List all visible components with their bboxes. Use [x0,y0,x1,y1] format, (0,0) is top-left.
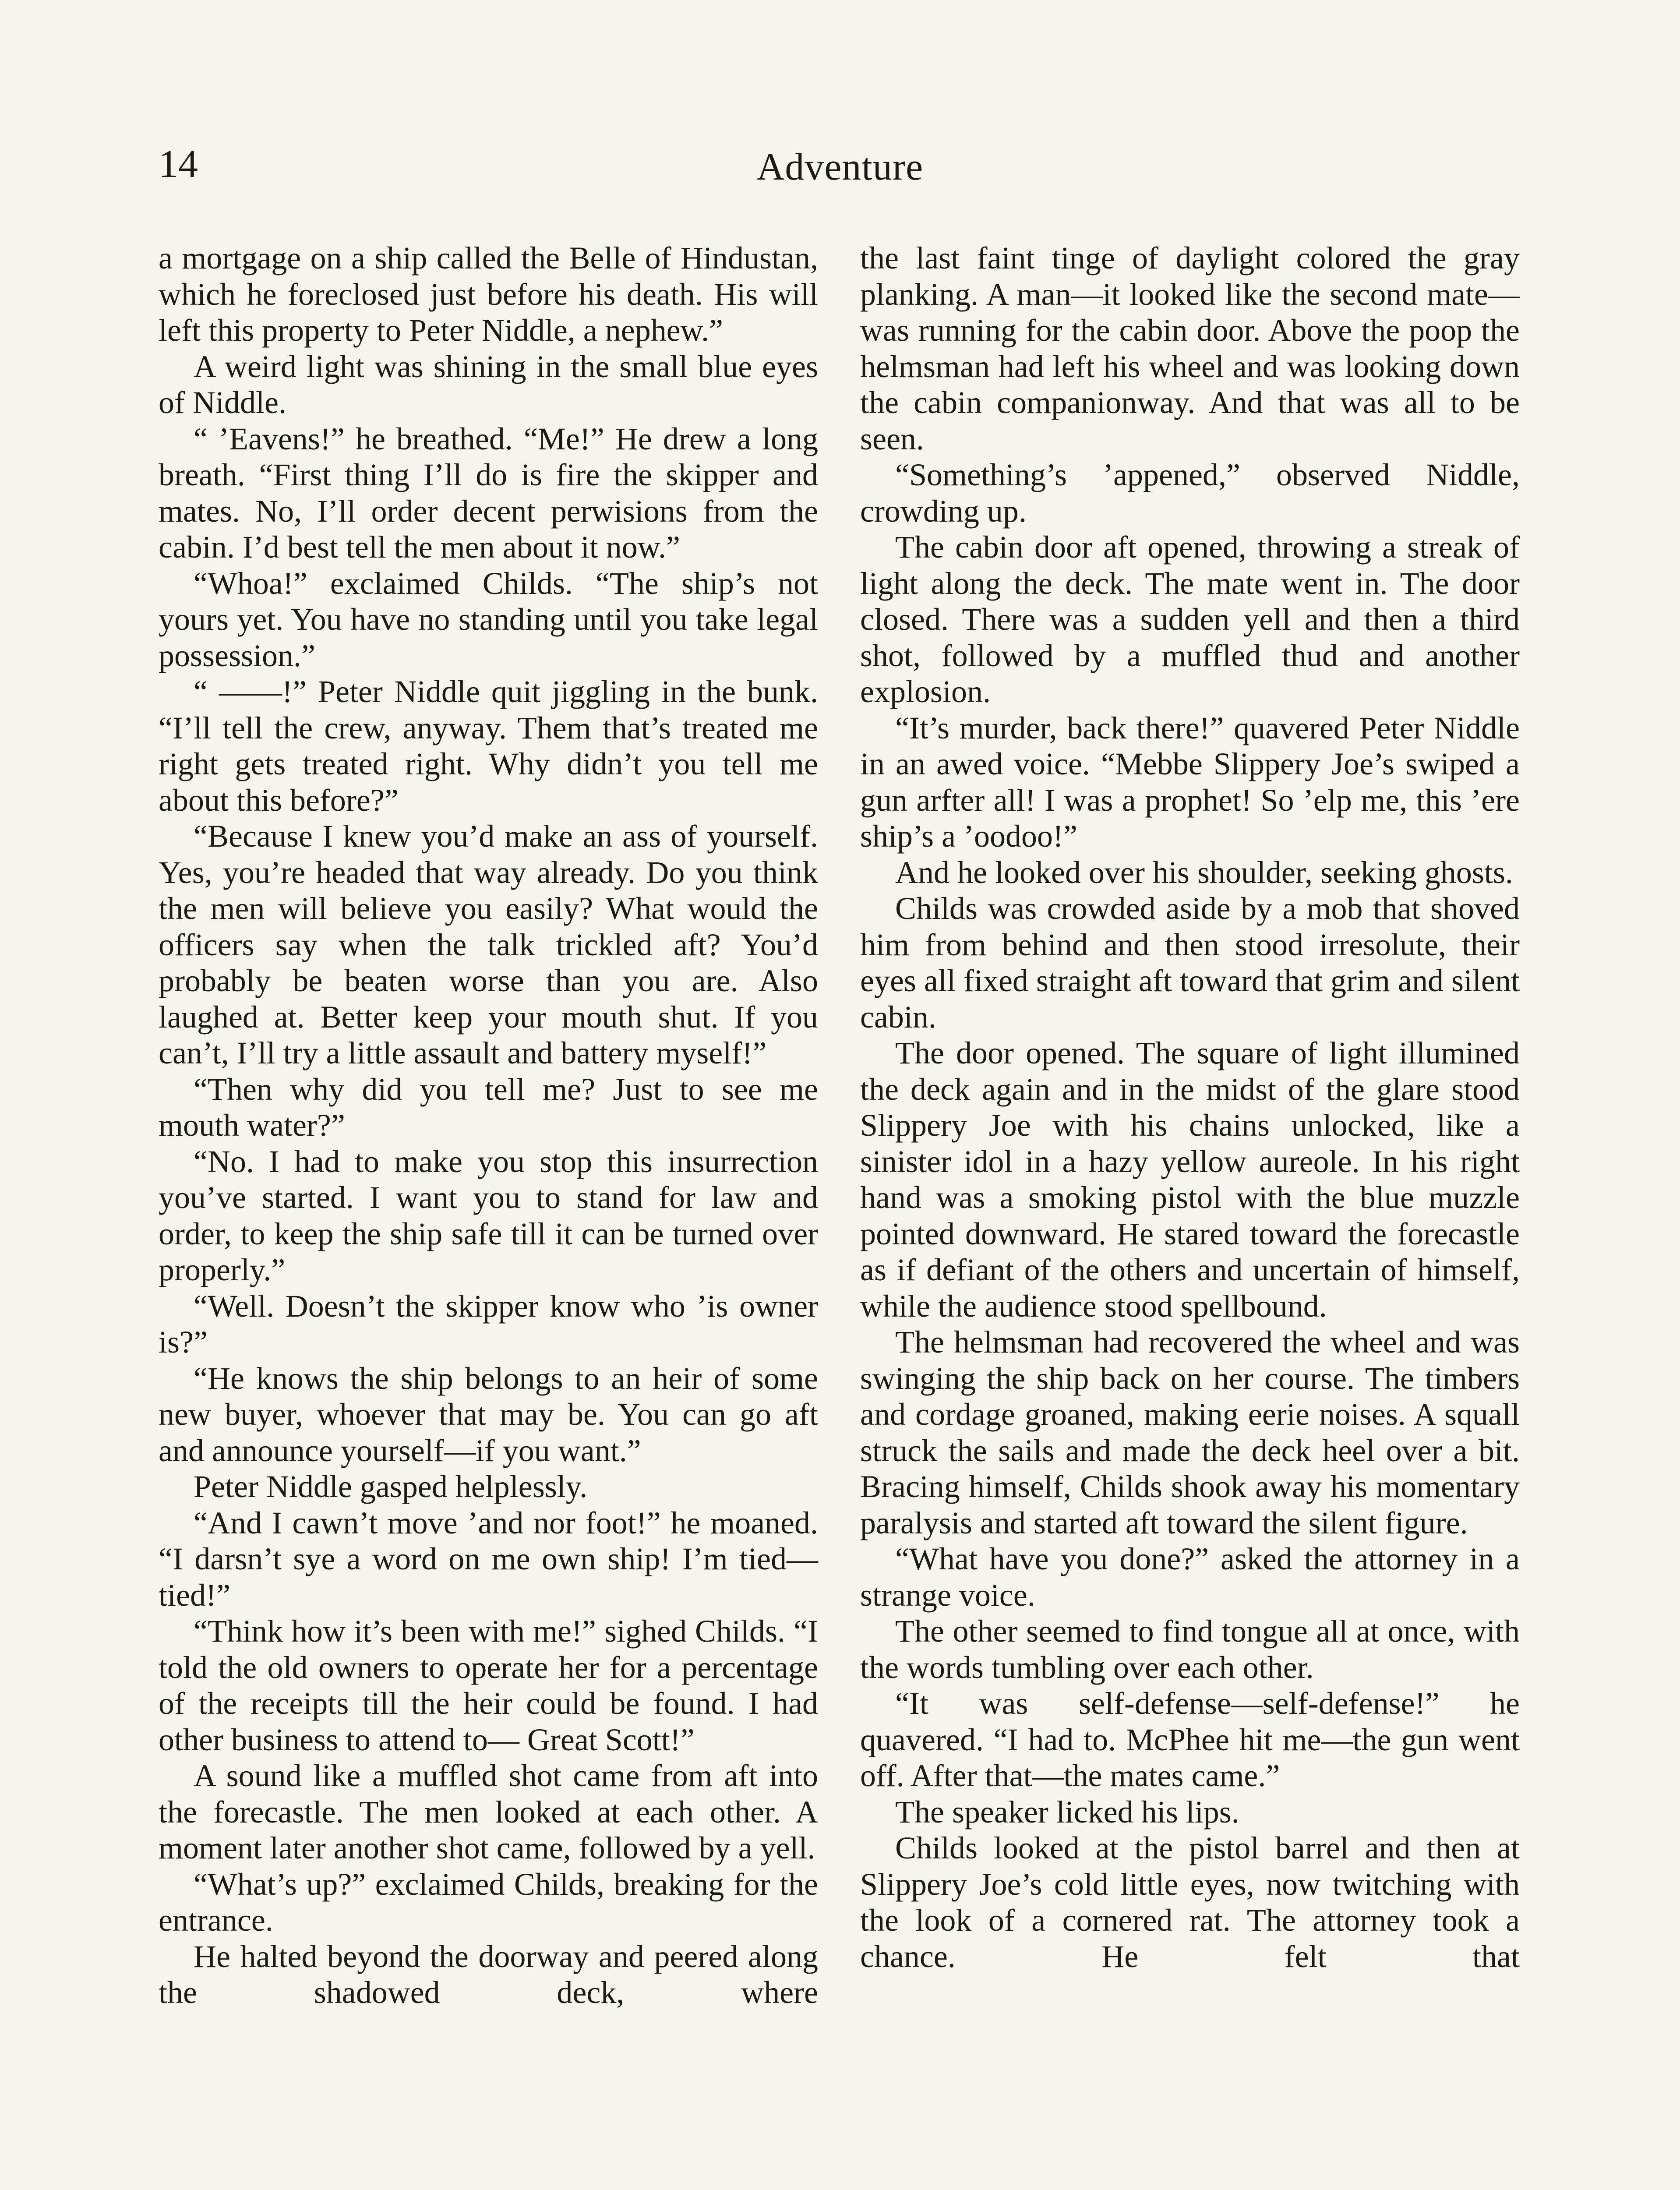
paragraph: The speaker licked his lips. [895,1794,1239,1830]
paragraph: the last faint tinge of daylight colored the gray planking. A man—it looked like the second mate—was running for the cabin door. Above the poop the helmsman had left his wheel and was looking down the cabin companionway. And that was all to be seen. [860,240,1520,456]
paragraph: “No. I had to make you stop this insurrection you’ve started. I want you to stand for law and order, to keep the ship safe till it can be turned over properly.” [159,1144,818,1287]
paragraph: A weird light was shining in the small blue eyes of Niddle. [159,349,818,420]
paragraph: “Then why did you tell me? Just to see me mouth water?” [159,1071,818,1143]
paragraph: “Think how it’s been with me!” sighed Childs. “I told the old owners to operate her for a percentage of the receipts till the heir could be found. I had other business to attend to— Great Scott!” [159,1614,818,1757]
paragraph: Peter Niddle gasped helplessly. [194,1469,588,1504]
paragraph: And he looked over his shoulder, seeking ghosts. [895,855,1513,890]
paragraph: “Well. Doesn’t the skipper know who ’is owner is?” [159,1288,818,1360]
paragraph: Childs looked at the pistol barrel and then at Slippery Joe’s cold little eyes, now twitching with the look of a cornered rat. The attorney took a chance. He felt that [860,1830,1520,1974]
paragraph: The door opened. The square of light illumined the deck again and in the midst of the glare stood Slippery Joe with his chains unlocked, like a sinister idol in a hazy yellow aureole. In his right hand was a smoking pistol with the blue muzzle pointed downward. He stared toward the forecastle as if defiant of the others and uncertain of himself, while the audience stood spellbound. [860,1035,1520,1324]
left-column [159,240,818,2011]
paragraph: “Something’s ’appened,” observed Niddle, crowding up. [860,457,1520,529]
paragraph: The helmsman had recovered the wheel and was swinging the ship back on her course. The timbers and cordage groaned, making eerie noises. A squall struck the sails and made the deck heel over a bit. Bracing himself, Childs shook away his momentary paralysis and started aft toward the silent figure. [860,1325,1520,1540]
paragraph: “And I cawn’t move ’and nor foot!” he moaned. “I darsn’t sye a word on me own ship! I’m tied—tied!” [159,1505,818,1613]
paragraph: He halted beyond the doorway and peered along the shadowed deck, where [159,1939,818,2010]
paragraph: “Whoa!” exclaimed Childs. “The ship’s not yours yet. You have no standing until you take legal possession.” [159,565,818,673]
paragraph: “What have you done?” asked the attorney in a strange voice. [860,1541,1520,1613]
paragraph: “It’s murder, back there!” quavered Peter Niddle in an awed voice. “Mebbe Slippery Joe’s swiped a gun arfter all! I was a prophet! So ’elp me, this ’ere ship’s a ’oodoo!” [860,710,1520,854]
paragraph: “ ’Eavens!” he breathed. “Me!” He drew a long breath. “First thing I’ll do is fire the skipper and mates. No, I’ll order decent perwisions from the cabin. I’d best tell the men about it now.” [159,421,818,565]
paragraph: A sound like a muffled shot came from aft into the forecastle. The men looked at each other. A moment later another shot came, followed by a yell. [159,1758,818,1865]
right-column [860,240,1520,1975]
paragraph: “Because I knew you’d make an ass of yourself. Yes, you’re headed that way already. Do you think the men will believe you easily? What would the officers say when the talk trickled aft? You’d probably be beaten worse than you are. Also laughed at. Better keep your mouth shut. If you can’t, I’ll try a little assault and battery myself!” [159,819,818,1070]
paragraph: “He knows the ship belongs to an heir of some new buyer, whoever that may be. You can go aft and announce yourself—if you want.” [159,1360,818,1468]
paragraph: The other seemed to find tongue all at once, with the words tumbling over each other. [860,1614,1520,1685]
running-head: Adventure [756,146,924,188]
paragraph: “It was self-defense—self-defense!” he quavered. “I had to. McPhee hit me—the gun went off. After that—the mates came.” [860,1686,1520,1793]
paragraph: “What’s up?” exclaimed Childs, breaking for the entrance. [159,1866,818,1938]
paragraph: The cabin door aft opened, throwing a streak of light along the deck. The mate went in. The door closed. There was a sudden yell and then a third shot, followed by a muffled thud and another explosion. [860,530,1520,709]
paragraph: Childs was crowded aside by a mob that shoved him from behind and then stood irresolute, their eyes all fixed straight aft toward that grim and silent cabin. [860,891,1520,1035]
page-number: 14 [159,142,198,186]
paragraph: a mortgage on a ship called the Belle of Hindustan, which he foreclosed just before his death. His will left this property to Peter Niddle, a nephew.” [159,240,818,348]
paragraph: “ ——!” Peter Niddle quit jiggling in the bunk. “I’ll tell the crew, anyway. Them that’s treated me right gets treated right. Why didn’t you tell me about this before?” [159,674,818,818]
